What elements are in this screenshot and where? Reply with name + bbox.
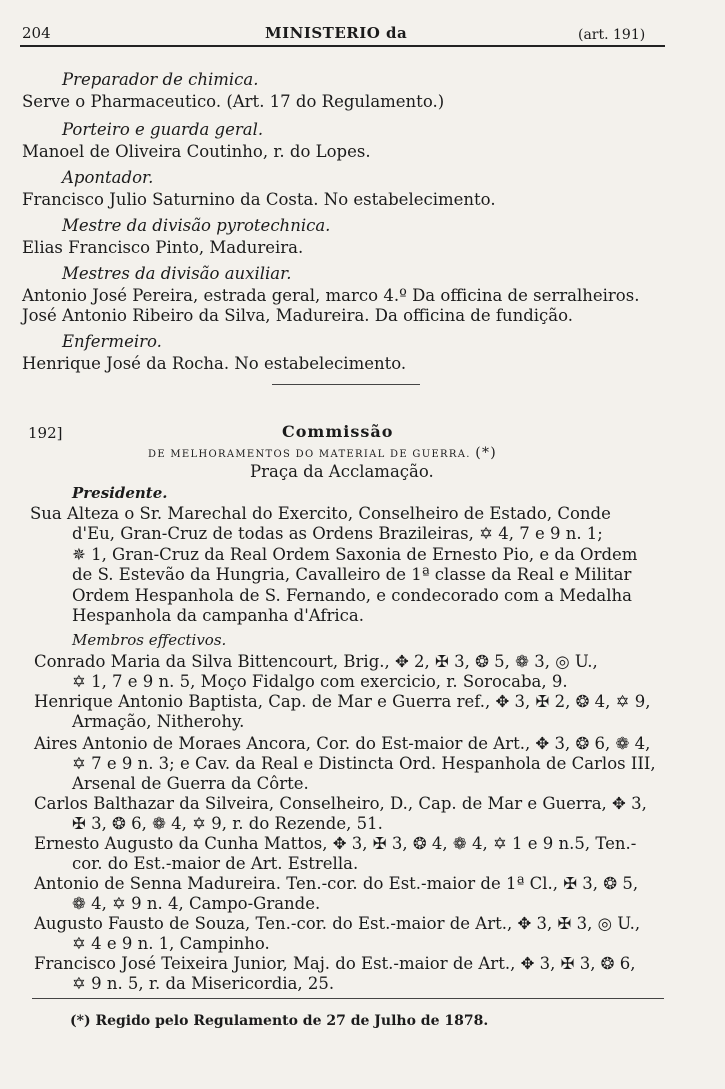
- member-line: Antonio de Senna Madureira. Ten.-cor. do Est.-maior de 1ª Cl., ✠ 3, ❂ 5,: [34, 874, 639, 893]
- member-line: Aires Antonio de Moraes Ancora, Cor. do Est-maior de Art., ✥ 3, ❂ 6, ❁ 4,: [34, 734, 651, 753]
- member-line: Augusto Fausto de Souza, Ten.-cor. do Est.-maior de Art., ✥ 3, ✠ 3, ◎ U.,: [34, 914, 641, 933]
- member-line: Henrique Antonio Baptista, Cap. de Mar e Guerra ref., ✥ 3, ✠ 2, ❂ 4, ✡ 9,: [34, 692, 651, 711]
- staff-entry: José Antonio Ribeiro da Silva, Madureira. Da officina de fundição.: [22, 306, 574, 325]
- section-place: Praça da Acclamação.: [250, 462, 434, 481]
- footnote-rule: [32, 998, 664, 999]
- page-number: 204: [22, 24, 51, 42]
- member-line: Ernesto Augusto da Cunha Mattos, ✥ 3, ✠ 3, ❂ 4, ❁ 4, ✡ 1 e 9 n.5, Ten.-: [34, 834, 637, 853]
- staff-entry: Elias Francisco Pinto, Madureira.: [22, 238, 304, 257]
- staff-entry: Francisco Julio Saturnino da Costa. No estabelecimento.: [22, 190, 496, 209]
- role-heading: Mestre da divisão pyrotechnica.: [62, 216, 331, 235]
- member-line: ✡ 1, 7 e 9 n. 5, Moço Fidalgo com exercicio, r. Sorocaba, 9.: [72, 672, 568, 691]
- footnote-mark: (*): [475, 445, 498, 461]
- president-line: Hespanhola da campanha d'Africa.: [72, 606, 364, 625]
- role-heading: Apontador.: [62, 168, 154, 187]
- header-rule: [20, 45, 665, 47]
- section-title: Commissão: [282, 422, 394, 441]
- role-heading: Preparador de chimica.: [62, 70, 259, 89]
- staff-entry: Antonio José Pereira, estrada geral, marco 4.º Da officina de serralheiros.: [22, 286, 640, 305]
- member-line: ❁ 4, ✡ 9 n. 4, Campo-Grande.: [72, 894, 321, 913]
- member-line: ✡ 9 n. 5, r. da Misericordia, 25.: [72, 974, 335, 993]
- section-subtitle: [148, 444, 497, 464]
- member-line: Arsenal de Guerra da Côrte.: [72, 774, 309, 793]
- president-line: ✵ 1, Gran-Cruz da Real Ordem Saxonia de Ernesto Pio, e da Ordem: [72, 545, 638, 564]
- member-line: ✡ 4 e 9 n. 1, Campinho.: [72, 934, 270, 953]
- article-reference: (art. 191): [578, 27, 646, 43]
- president-line: d'Eu, Gran-Cruz de todas as Ordens Brazileiras, ✡ 4, 7 e 9 n. 1;: [72, 524, 603, 543]
- president-line: Ordem Hespanhola de S. Fernando, e condecorado com a Medalha: [72, 586, 632, 605]
- role-heading: Enfermeiro.: [62, 332, 162, 351]
- role-heading: Mestres da divisão auxiliar.: [62, 264, 292, 283]
- member-line: Carlos Balthazar da Silveira, Conselheiro, D., Cap. de Mar e Guerra, ✥ 3,: [34, 794, 647, 813]
- president-heading: Presidente.: [72, 484, 168, 502]
- staff-entry: Henrique José da Rocha. No estabelecimento.: [22, 354, 407, 373]
- member-line: Armação, Nitherohy.: [72, 712, 245, 731]
- role-heading: Porteiro e guarda geral.: [62, 120, 264, 139]
- members-heading: Membros effectivos.: [72, 631, 227, 649]
- member-line: Conrado Maria da Silva Bittencourt, Brig., ✥ 2, ✠ 3, ❂ 5, ❁ 3, ◎ U.,: [34, 652, 598, 671]
- member-line: Francisco José Teixeira Junior, Maj. do Est.-maior de Art., ✥ 3, ✠ 3, ❂ 6,: [34, 954, 636, 973]
- section-subtitle-text: DE MELHORAMENTOS DO MATERIAL DE GUERRA.: [148, 449, 471, 460]
- member-line: cor. do Est.-maior de Art. Estrella.: [72, 854, 359, 873]
- running-title: MINISTERIO da: [265, 24, 408, 42]
- staff-entry: Serve o Pharmaceutico. (Art. 17 do Regulamento.): [22, 92, 445, 111]
- president-line: Sua Alteza o Sr. Marechal do Exercito, Conselheiro de Estado, Conde: [30, 504, 611, 523]
- member-line: ✠ 3, ❂ 6, ❁ 4, ✡ 9, r. do Rezende, 51.: [72, 814, 383, 833]
- separator-rule: [272, 384, 420, 385]
- member-line: ✡ 7 e 9 n. 3; e Cav. da Real e Distincta Ord. Hespanhola de Carlos III,: [72, 754, 656, 773]
- footnote: (*) Regido pelo Regulamento de 27 de Julho de 1878.: [70, 1013, 489, 1029]
- staff-entry: Manoel de Oliveira Coutinho, r. do Lopes.: [22, 142, 371, 161]
- president-line: de S. Estevão da Hungria, Cavalleiro de 1ª classe da Real e Militar: [72, 565, 632, 584]
- section-number: 192]: [28, 424, 63, 442]
